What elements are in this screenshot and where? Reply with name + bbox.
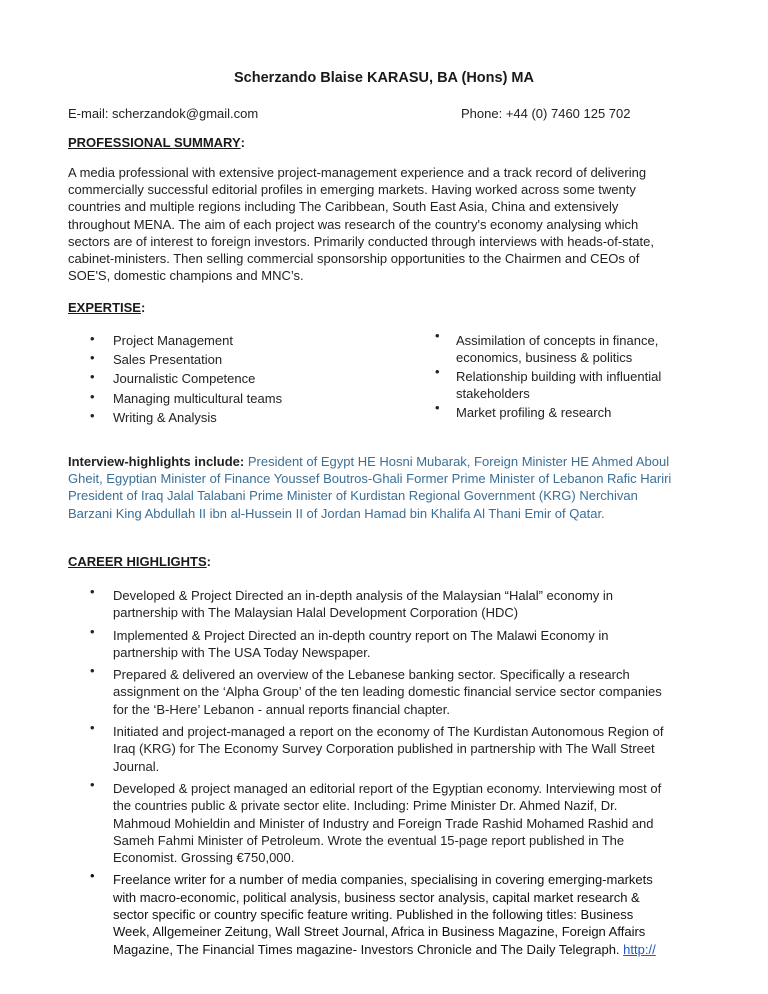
expertise-list-left (90, 331, 283, 428)
bullet-icon: • (90, 776, 95, 792)
expertise-item: • Assimilation of concepts in finance, economics, business & politics (435, 328, 659, 365)
summary-heading: PROFESSIONAL SUMMARY: (68, 135, 245, 150)
summary-heading-text: PROFESSIONAL SUMMARY (68, 135, 241, 150)
bullet-icon: • (90, 369, 95, 385)
website-link[interactable]: http:// (623, 941, 656, 957)
expertise-item: • Managing multicultural teams (90, 388, 283, 406)
expertise-item: • Sales Presentation (90, 350, 223, 368)
bullet-icon: • (90, 868, 95, 884)
summary-paragraph: A media professional with extensive project-management experience and a track record of delivering commercially successful editorial profiles in emerging markets. Having worked across some twenty countries and multiple regions including The Caribbean, South East Asia, China and extensively throughout MENA. The aim of each project was research of the country's economy analysing which sectors are of interest to foreign investors. Primarily conducted through interviews with heads-of-state, cabinet-ministers. Then selling commercial sponsorship opportunities to the Chairmen and CEOs of SOE'S, domestic champions and MNC’s. (68, 165, 654, 284)
expertise-item: • Relationship building with influential stakeholders (435, 364, 662, 401)
career-item: • Initiated and project-managed a report on the economy of The Kurdistan Autonomous Region of Iraq (KRG) for The Economy Survey Corporation published in partnership with The Wall Street Journal. (90, 720, 664, 774)
bullet-icon: • (90, 407, 95, 423)
expertise-item: • Market profiling & research (435, 400, 612, 420)
bullet-icon: • (90, 331, 95, 346)
career-list (90, 584, 713, 963)
expertise-item: • Project Management (90, 331, 233, 348)
bullet-icon: • (90, 663, 95, 679)
career-item: • Freelance writer for a number of media companies, specialising in covering emerging-markets with macro-economic, political analysis, business sector analysis, capital market research & sector specific or country specific feature writing. Published in the following titles: Business Week, Allgemeiner Zeitung, Wall Street Journal, Africa in Business Magazine, Foreign Affairs Magazine, The Financial Times magazine- Investors Chronicle and The Daily Telegraph. http:// (90, 868, 656, 957)
bullet-icon: • (435, 328, 440, 343)
interview-highlights-list: President of Egypt HE Hosni Mubarak, Foreign Minister HE Ahmed Aboul Gheit, Egyptian Minister of Finance Youssef Boutros-Ghali Former Prime Minister of Lebanon Rafic Hariri President of Iraq Jalal Talabani Prime Minister of Kurdistan Regional Government (KRG) Nerchivan Barzani King Abdullah II ibn al-Hussein II of Jordan Hamad bin Khalifa Al Thani Emir of Qatar. (68, 454, 672, 521)
expertise-item: • Journalistic Competence (90, 369, 256, 387)
career-item: • Developed & Project Directed an in-depth analysis of the Malaysian “Halal” economy in partnership with The Malaysian Halal Development Corporation (HDC) (90, 584, 614, 621)
career-heading: CAREER HIGHLIGHTS: (68, 554, 212, 569)
interview-highlights-label: Interview-highlights include: (68, 454, 245, 469)
career-heading-text: CAREER HIGHLIGHTS (68, 554, 207, 569)
career-item: • Prepared & delivered an overview of the Lebanese banking sector. Specifically a research assignment on the ‘Alpha Group’ of the ten leading domestic financial service sector companies for the ‘B-Here’ Lebanon - annual reports financial chapter. (90, 663, 662, 717)
bullet-icon: • (90, 388, 95, 404)
bullet-icon: • (90, 350, 95, 366)
phone-line: Phone: +44 (0) 7460 125 702 (461, 106, 631, 121)
expertise-list-right (435, 328, 716, 423)
interview-highlights (68, 453, 680, 522)
bullet-icon: • (435, 364, 440, 379)
bullet-icon: • (435, 400, 440, 415)
bullet-icon: • (90, 623, 95, 639)
expertise-heading-text: EXPERTISE (68, 300, 141, 315)
candidate-name: Scherzando Blaise KARASU, BA (Hons) MA (234, 70, 534, 86)
expertise-heading: EXPERTISE: (68, 300, 146, 315)
career-item: • Implemented & Project Directed an in-depth country report on The Malawi Economy in partnership with The USA Today Newspaper. (90, 623, 609, 660)
bullet-icon: • (90, 720, 95, 736)
career-item: • Developed & project managed an editorial report of the Egyptian economy. Interviewing most of the countries public & private sector elite. Including: Prime Minister Dr. Ahmed Nazif, Dr. Mahmoud Mohieldin and Minister of Industry and Foreign Trade Rashid Mohamed Rashid and Sameh Fahmi Minister of Petroleum. Wrote the eventual 15-page report published in The Economist. Grossing €750,000. (90, 776, 662, 866)
expertise-item: • Writing & Analysis (90, 407, 217, 425)
email-line: E-mail: scherzandok@gmail.com (68, 106, 259, 121)
bullet-icon: • (90, 584, 95, 599)
